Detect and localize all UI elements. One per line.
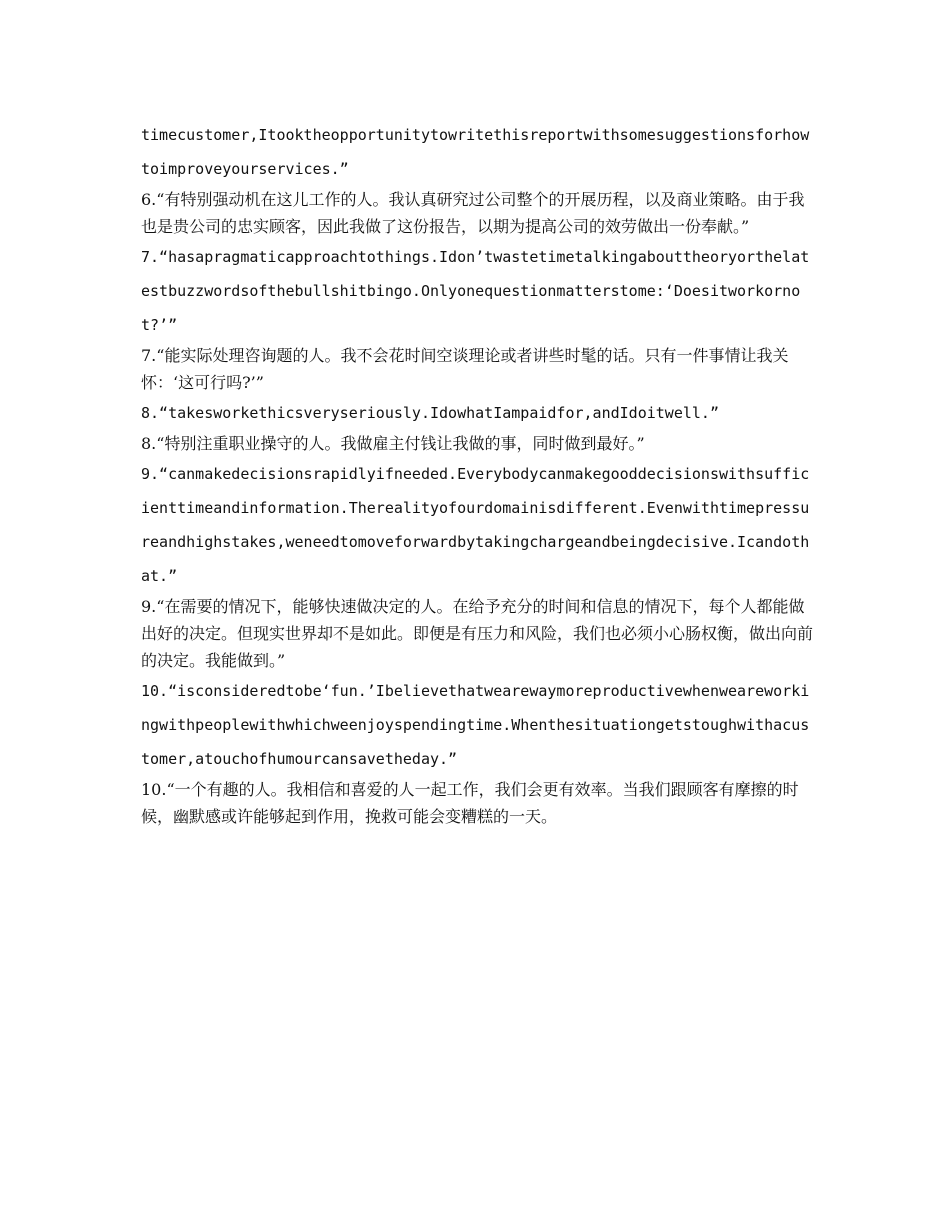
paragraph-zh-6: 6.“有特别强动机在这儿工作的人。我认真研究过公司整个的开展历程，以及商业策略。由于我也是贵公司的忠实顾客，因此我做了这份报告，以期为提高公司的效劳做出一份奉献。” (141, 190, 805, 236)
paragraph-zh-7: 7.“能实际处理咨询题的人。我不会花时间空谈理论或者讲些时髦的话。只有一件事情让我关怀：‘这可行吗?’” (141, 346, 789, 392)
paragraph-zh-10: 10.“一个有趣的人。我相信和喜爱的人一起工作，我们会更有效率。当我们跟顾客有摩擦的时候，幽默感或许能够起到作用，挽救可能会变糟糕的一天。 (141, 780, 799, 826)
paragraph-en-8: 8.“takesworkethicsveryseriously.IdowhatIampaidfor,andIdoitwell.” (141, 404, 719, 422)
paragraph-en-9: 9.“canmakedecisionsrapidlyifneeded.Everybodycanmakegooddecisionswithsufficienttimeandinformation.Therealityofourdomainisdifferent.Evenwithtimepressureandhighstakes,weneedtomoveforwardbytakingchargeandbeingdecisive.Icandothat.” (141, 465, 810, 585)
paragraph-zh-9: 9.“在需要的情况下，能够快速做决定的人。在给予充分的时间和信息的情况下，每个人都能做出好的决定。但现实世界却不是如此。即便是有压力和风险，我们也必须小心肠权衡，做出向前的决定。我能做到。” (141, 597, 814, 670)
document-body (141, 118, 813, 830)
paragraph-en-10: 10.“isconsideredtobe‘fun.’Ibelievethatwearewaymoreproductivewhenweareworkingwithpeoplewithwhichweenjoyspendingtime.Whenthesituationgetstoughwithacustomer,atouchofhumourcansavetheday.” (141, 682, 810, 768)
paragraph-zh-8: 8.“特别注重职业操守的人。我做雇主付钱让我做的事，同时做到最好。” (141, 434, 645, 453)
paragraph-en-6-tail: timecustomer,Itooktheopportunitytowritethisreportwithsomesuggestionsforhowtoimproveyourservices.” (141, 126, 810, 178)
paragraph-en-7: 7.“hasapragmaticapproachtothings.Idon’twastetimetalkingabouttheoryorthelatestbuzzwordsofthebullshitbingo.Onlyonequestionmatterstome:‘Doesitworkornot?’” (141, 248, 810, 334)
